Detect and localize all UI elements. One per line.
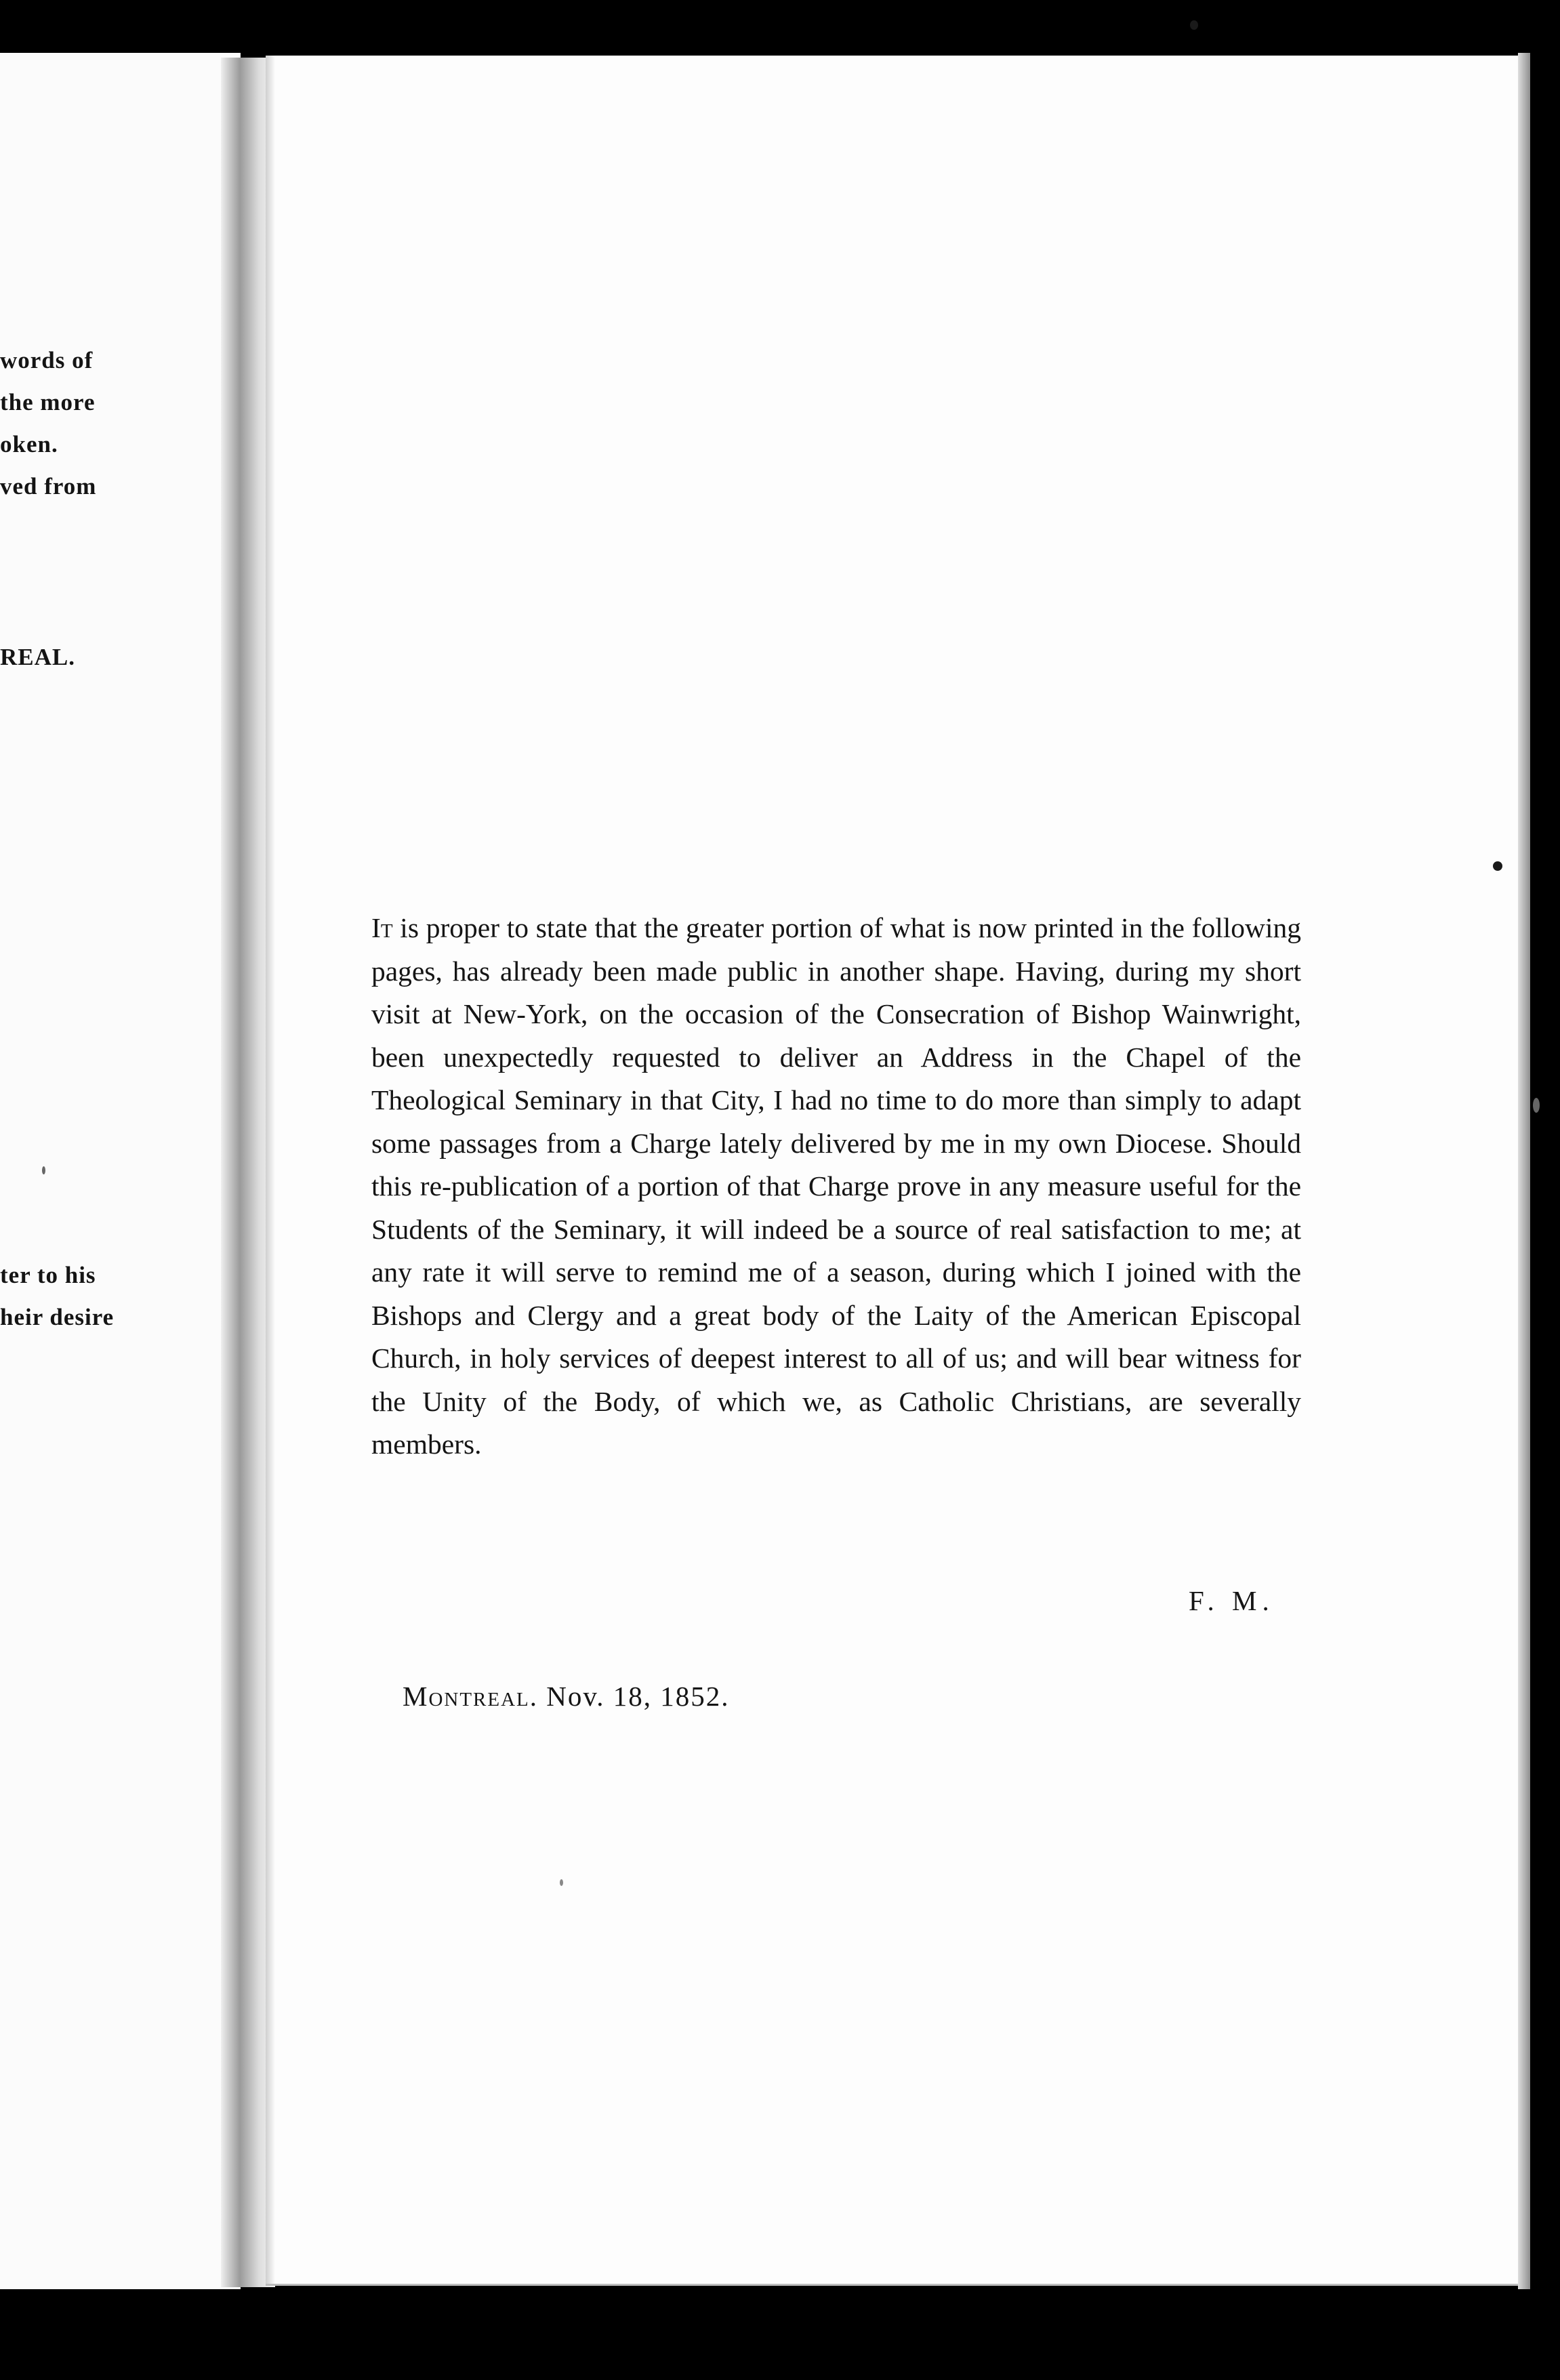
facing-page-line: words of	[0, 347, 94, 373]
opening-word: It	[371, 912, 393, 943]
preface-body: is proper to state that the greater portion of what is now printed in the following pages, has already been made public in another shape. Having, during my short visit at New-York, on the occasion of the Consecration of Bishop Wainwright, been unexpectedly requested to deliver an Address in the Chapel of the Theological Seminary in that City, I had no time to do more than simply to adapt some passages from a Charge lately delivered by me in my own Diocese. Should this re-publication of a portion of that Charge prove in any measure useful for the Students of the Seminary, it will indeed be a source of real satisfaction to me; at any rate it will serve to remind me of a season, during which I joined with the Bishops and Clergy and a great body of the Laity of the American Episcopal Church, in holy services of deepest interest to all of us; and will bear witness for the Unity of the Body, of which we, as Catholic Christians, are severally members.	[371, 912, 1302, 1460]
scan-speck	[1190, 20, 1198, 30]
author-initials: F. M.	[1189, 1585, 1275, 1616]
dateline	[403, 1680, 729, 1712]
facing-page-line: heir desire	[0, 1304, 115, 1330]
dateline-place: Montreal.	[403, 1681, 539, 1712]
facing-page-line: the more	[0, 389, 96, 415]
facing-page-line: ter to his	[0, 1262, 96, 1288]
scan-speck	[1533, 1098, 1540, 1113]
page-edge	[1518, 53, 1530, 2289]
scan-speck	[560, 1879, 563, 1886]
facing-page-line: ved from	[0, 473, 97, 499]
preface-paragraph	[371, 907, 1301, 1466]
scan-speck	[1493, 861, 1502, 871]
facing-page	[0, 53, 241, 2289]
page-gutter-edge	[266, 56, 275, 2284]
scan-speck	[42, 1166, 45, 1174]
dateline-date: Nov. 18, 1852.	[546, 1681, 730, 1712]
facing-page-line: oken.	[0, 431, 58, 457]
facing-page-line: REAL.	[0, 644, 75, 670]
